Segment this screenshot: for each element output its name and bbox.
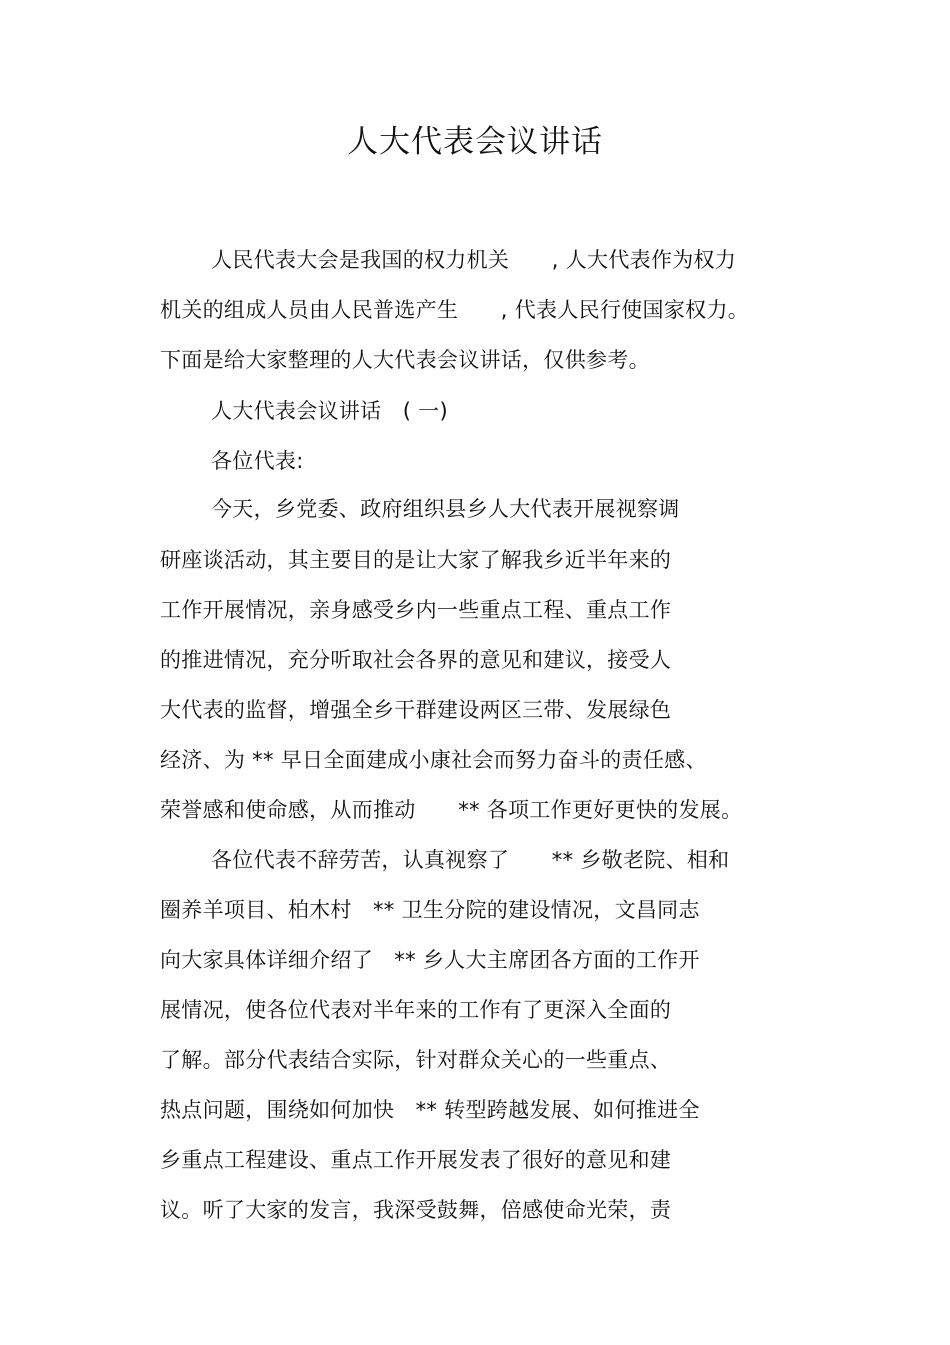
- text-line: 向大家具体详细介绍了 ** 乡人大主席团各方面的工作开: [160, 948, 700, 972]
- text-line: 机关的组成人员由人民普选产生 , 代表人民行使国家权力。: [160, 298, 750, 322]
- text-line: 研座谈活动，其主要目的是让大家了解我乡近半年来的: [160, 548, 672, 572]
- text-line: 大代表的监督，增强全乡干群建设两区三带、发展绿色: [160, 698, 672, 722]
- text-line: 议。听了大家的发言，我深受鼓舞，倍感使命光荣，责: [160, 1198, 672, 1222]
- text-line: 了解。部分代表结合实际，针对群众关心的一些重点、: [160, 1048, 672, 1072]
- text-line: 的推进情况，充分听取社会各界的意见和建议，接受人: [160, 648, 672, 672]
- document-title: 人大代表会议讲话: [347, 124, 603, 160]
- text-line: 人民代表大会是我国的权力机关 , 人大代表作为权力: [211, 248, 737, 272]
- text-line: 各位代表不辞劳苦，认真视察了 ** 乡敬老院、相和: [211, 848, 730, 872]
- section-heading: 人大代表会议讲话 ( 一): [211, 399, 448, 423]
- text-line: 下面是给大家整理的人大代表会议讲话，仅供参考。: [160, 348, 650, 372]
- text-line: 展情况，使各位代表对半年来的工作有了更深入全面的: [160, 998, 672, 1022]
- text-line: 荣誉感和使命感，从而推动 ** 各项工作更好更快的发展。: [160, 798, 743, 822]
- salutation: 各位代表:: [211, 449, 304, 473]
- text-line: 热点问题，围绕如何加快 ** 转型跨越发展、如何推进全: [160, 1098, 700, 1122]
- text-line: 圈养羊项目、柏木村 ** 卫生分院的建设情况，文昌同志: [160, 898, 700, 922]
- text-line: 经济、为 ** 早日全面建成小康社会而努力奋斗的责任感、: [160, 748, 707, 772]
- text-line: 今天，乡党委、政府组织县乡人大代表开展视察调: [211, 497, 680, 521]
- text-line: 工作开展情况，亲身感受乡内一些重点工程、重点工作: [160, 598, 672, 622]
- text-line: 乡重点工程建设、重点工作开展发表了很好的意见和建: [160, 1148, 672, 1172]
